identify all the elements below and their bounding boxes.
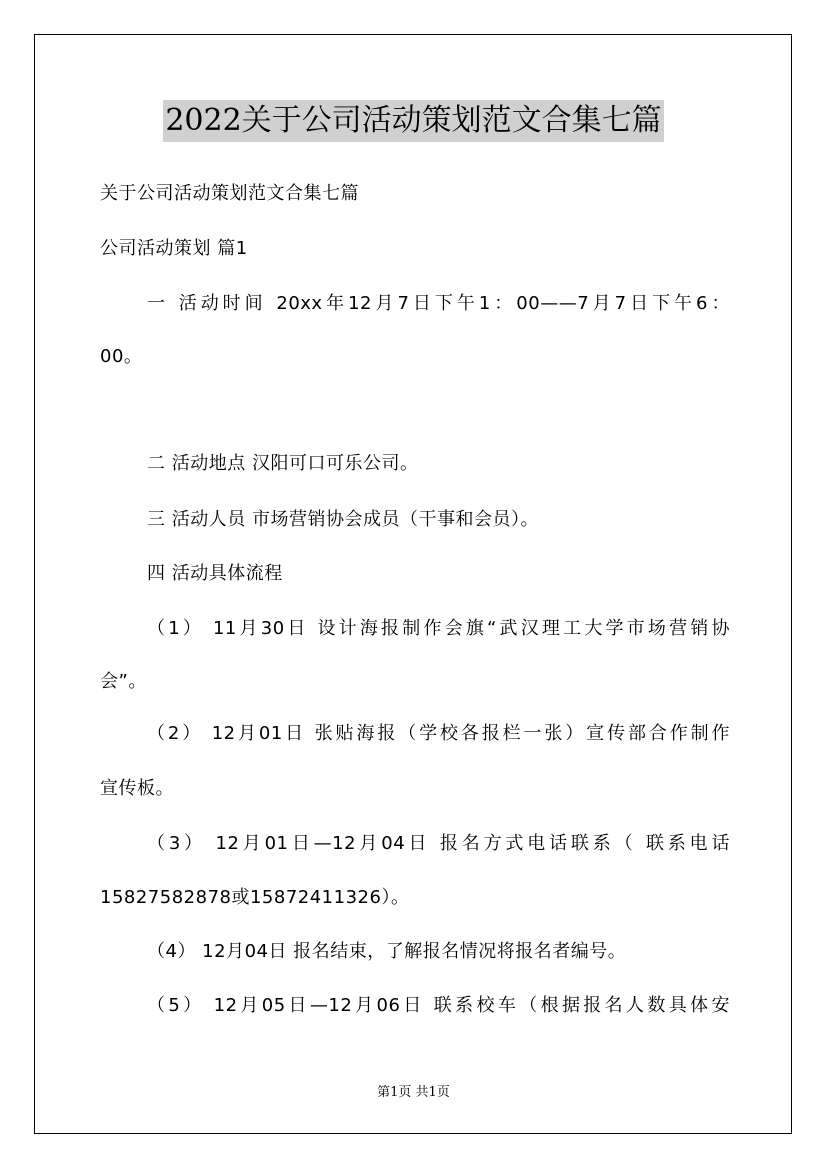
paragraph-line: 15827582878或15872411326）。 xyxy=(100,887,410,908)
document-title-container xyxy=(0,100,827,142)
paragraph-line: 一 活动时间 20xx年12月7日下午1：00——7月7日下午6： xyxy=(147,293,730,314)
paragraph-line: （1） 11月30日 设计海报制作会旗“武汉理工大学市场营销协 xyxy=(147,618,730,639)
paragraph-line: 三 活动人员 市场营销协会成员（干事和会员）。 xyxy=(147,509,539,530)
paragraph-line: 宣传板。 xyxy=(100,778,174,799)
paragraph-line: （4） 12月04日 报名结束，了解报名情况将报名者编号。 xyxy=(147,941,627,962)
page-footer: 第1页 共1页 xyxy=(377,1085,450,1100)
section-heading: 公司活动策划 篇1 xyxy=(100,238,248,259)
paragraph-line: 二 活动地点 汉阳可口可乐公司。 xyxy=(147,453,419,474)
paragraph-line: （5） 12月05日—12月06日 联系校车（根据报名人数具体安 xyxy=(147,995,730,1016)
subtitle-line: 关于公司活动策划范文合集七篇 xyxy=(100,183,359,204)
paragraph-line: （2） 12月01日 张贴海报（学校各报栏一张）宣传部合作制作 xyxy=(147,723,730,744)
paragraph-line: （3） 12月01日—12月04日 报名方式电话联系（ 联系电话 xyxy=(147,833,730,854)
paragraph-line: 四 活动具体流程 xyxy=(147,563,283,584)
paragraph-line: 00。 xyxy=(100,346,143,367)
document-title: 2022关于公司活动策划范文合集七篇 xyxy=(163,100,663,142)
paragraph-line: 会”。 xyxy=(100,671,147,692)
